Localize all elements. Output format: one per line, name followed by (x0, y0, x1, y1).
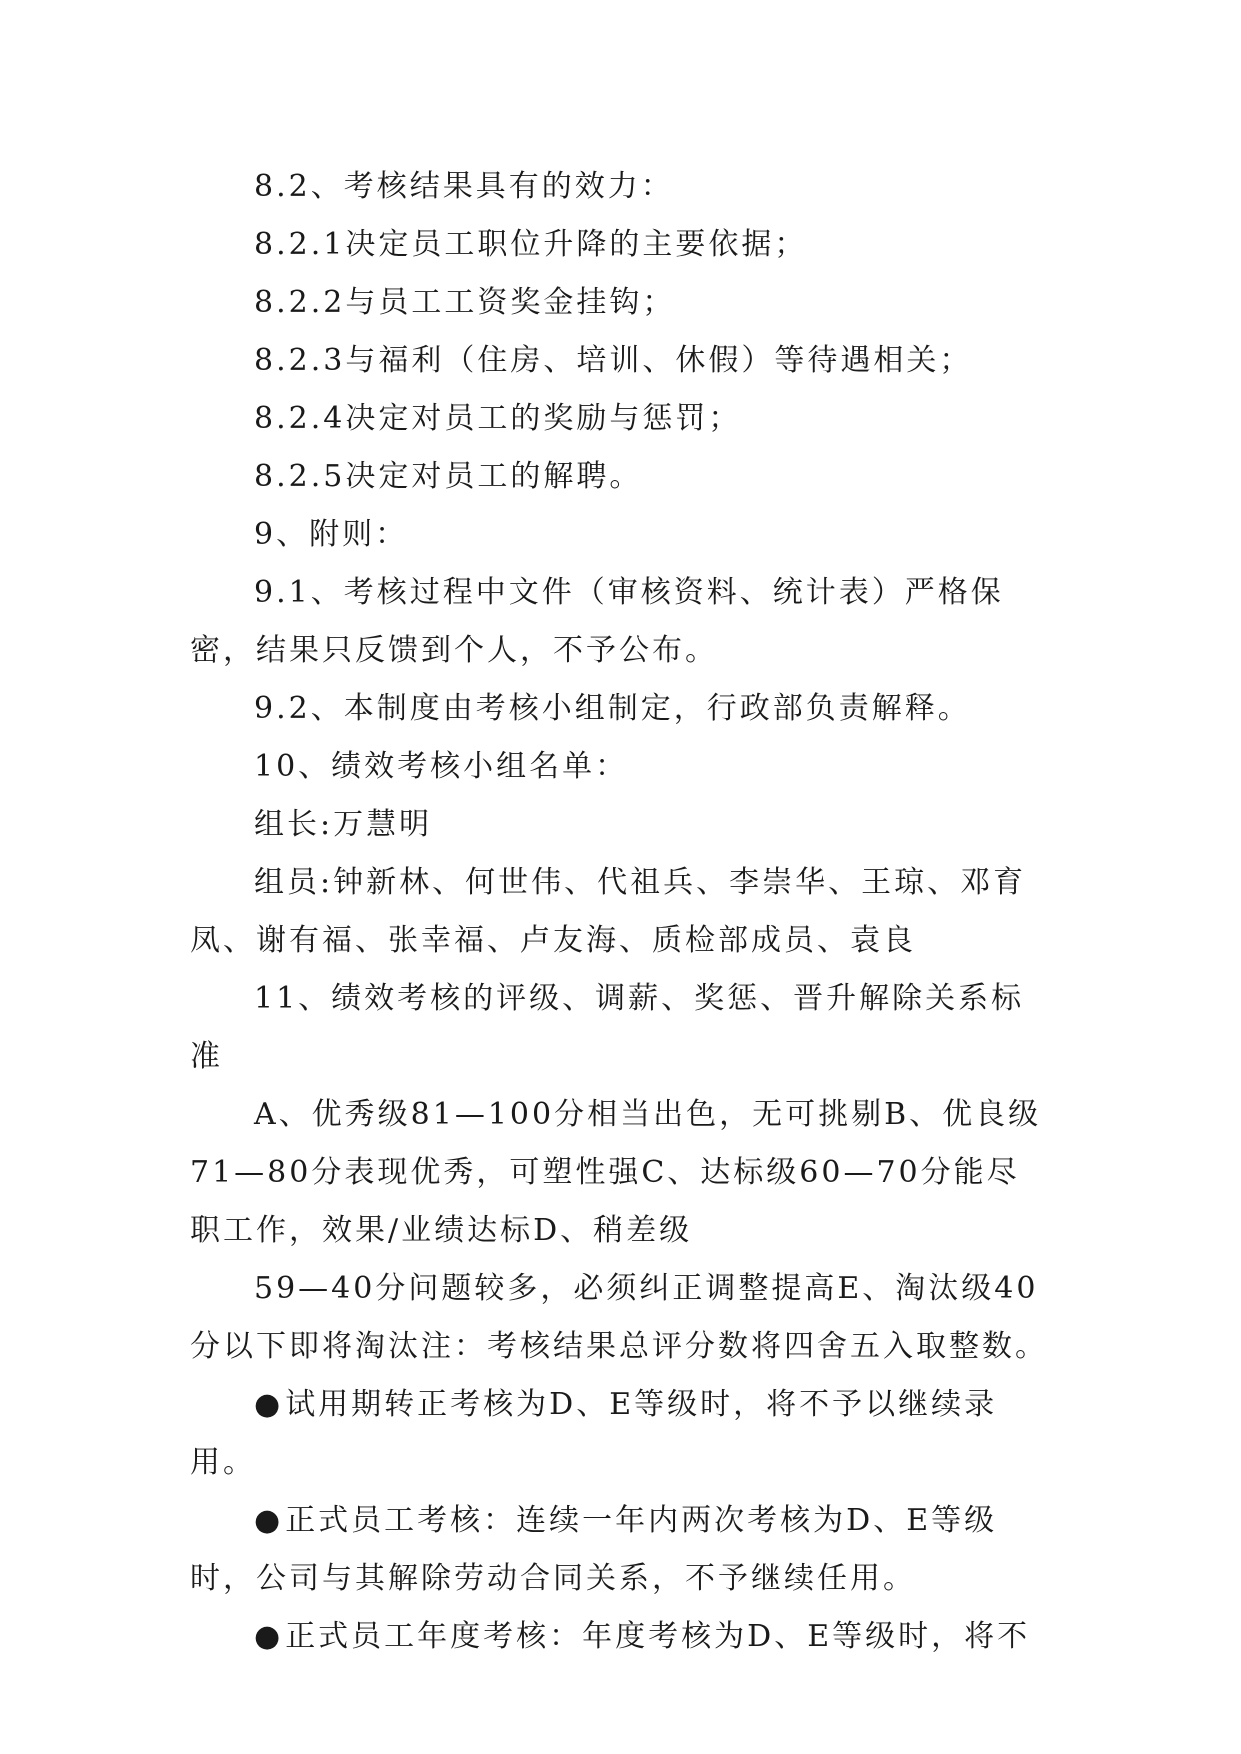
section-9-heading: 9、附则： (254, 517, 409, 552)
bullet-item (190, 1608, 1050, 1666)
team-leader: 组长:万慧明 (254, 807, 433, 842)
bullet-icon: ● (254, 1619, 284, 1654)
clause-9-2: 9.2、本制度由考核小组制定，行政部负责解释。 (254, 691, 971, 726)
clause-8-2-3: 8.2.3与福利（住房、培训、休假）等待遇相关； (254, 343, 973, 378)
grade-levels-a-d: A、优秀级81—100分相当出色，无可挑剔B、优良级71—80分表现优秀，可塑性强C、达标级60—70分能尽职工作，效果/业绩达标D、稍差级 (190, 1097, 1042, 1248)
section-10-heading: 10、绩效考核小组名单： (254, 749, 629, 784)
clause-8-2-1: 8.2.1决定员工职位升降的主要依据； (254, 227, 808, 262)
document-body (190, 158, 1050, 1666)
bullet-icon: ● (254, 1503, 284, 1538)
bullet-text: 正式员工年度考核：年度考核为D、E等级时，将不 (285, 1619, 1031, 1654)
bullet-item (190, 1492, 1050, 1608)
section-8-2-heading: 8.2、考核结果具有的效力： (254, 169, 674, 204)
bullet-text: 试用期转正考核为D、E等级时，将不予以继续录用。 (190, 1387, 998, 1480)
bullet-text: 正式员工考核：连续一年内两次考核为D、E等级时，公司与其解除劳动合同关系，不予继续任用。 (190, 1503, 998, 1596)
clause-9-1: 9.1、考核过程中文件（审核资料、统计表）严格保密，结果只反馈到个人，不予公布。 (190, 575, 1004, 668)
grade-levels-d-e-note: 59—40分问题较多，必须纠正调整提高E、淘汰级40分以下即将淘汰注：考核结果总评分数将四舍五入取整数。 (190, 1271, 1048, 1364)
clause-8-2-2: 8.2.2与员工工资奖金挂钩； (254, 285, 676, 320)
bullet-icon: ● (254, 1387, 284, 1422)
team-members: 组员:钟新林、何世伟、代祖兵、李崇华、王琼、邓育凤、谢有福、张幸福、卢友海、质检部成员、袁良 (190, 865, 1027, 958)
clause-8-2-4: 8.2.4决定对员工的奖励与惩罚； (254, 401, 742, 436)
clause-8-2-5: 8.2.5决定对员工的解聘。 (254, 459, 643, 494)
bullet-item (190, 1376, 1050, 1492)
section-11-heading: 11、绩效考核的评级、调薪、奖惩、晋升解除关系标准 (190, 981, 1025, 1074)
